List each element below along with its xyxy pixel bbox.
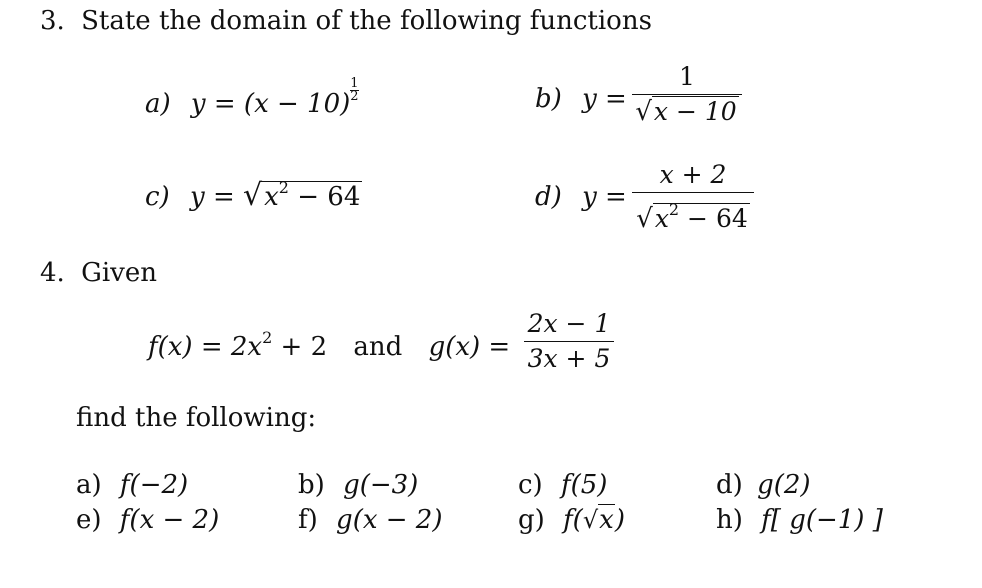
- q3-heading: [40, 6, 652, 36]
- q4-item-d: d) g(2): [716, 470, 811, 500]
- q3-b-numerator: 1: [679, 62, 695, 91]
- q3-item-a: [145, 78, 359, 119]
- q3-d-fraction-bar: [632, 192, 754, 193]
- q3-c-lhs: y =: [189, 182, 235, 212]
- q3-c-label: c): [145, 182, 170, 212]
- find-instruction: find the following:: [76, 403, 317, 433]
- q3-number: 3.: [40, 6, 65, 36]
- q4-item-e: e) f(x − 2): [76, 505, 220, 535]
- q3-d-label: d): [535, 182, 562, 212]
- g-lhs: g(x) =: [428, 332, 511, 362]
- g-denominator: 3x + 5: [527, 344, 611, 373]
- q3-a-exp-num: 1: [350, 76, 359, 91]
- q4-item-a: a) f(−2): [76, 470, 189, 500]
- q4-item-b: b) g(−3): [298, 470, 419, 500]
- q3-d-lhs: y =: [582, 182, 627, 212]
- q3-d-denominator: $√x^2 - 64$: [636, 200, 748, 234]
- and-word: and: [353, 332, 403, 362]
- q4-heading: [40, 258, 157, 288]
- q3-a-exponent: [350, 78, 358, 103]
- q4-definitions: [148, 328, 510, 362]
- q4-item-h: h) f[ g(−1) ]: [716, 505, 883, 535]
- q3-b-fraction-bar: [632, 94, 742, 95]
- f-rest: + 2: [272, 332, 328, 362]
- q3-item-d: [535, 182, 627, 212]
- sqrt-icon: √: [582, 506, 599, 534]
- g-fraction-bar: [524, 341, 614, 342]
- q4-item-f: f) g(x − 2): [298, 505, 443, 535]
- sqrt-icon: √: [243, 178, 263, 213]
- q4-item-c: c) f(5): [518, 470, 608, 500]
- q4-number: 4.: [40, 258, 65, 288]
- q3-a-exp-den: 2: [350, 89, 359, 104]
- f-definition: f(x) = 2x: [148, 332, 263, 362]
- q4-item-g: g) f(√x): [518, 505, 625, 535]
- q3-d-numerator: x + 2: [659, 160, 727, 189]
- q3-d-fraction: [632, 160, 754, 234]
- g-numerator: 2x − 1: [527, 309, 611, 338]
- q3-b-denominator: √x − 10: [635, 97, 737, 127]
- q3-b-radicand: x − 10: [653, 97, 737, 126]
- f-exponent: 2: [262, 328, 273, 347]
- q4-title: Given: [81, 258, 157, 288]
- q3-a-expr: y = (x − 10): [190, 89, 351, 119]
- q3-item-b: [535, 84, 627, 114]
- q3-b-fraction: [632, 62, 742, 127]
- g-fraction: [524, 309, 614, 374]
- q3-title: State the domain of the following functions: [81, 6, 652, 36]
- q3-item-c: [145, 178, 362, 213]
- q3-b-lhs: y =: [582, 84, 627, 114]
- q3-c-radicand: $x^2 - 64$: [264, 178, 361, 212]
- q3-b-label: b): [535, 84, 562, 114]
- q3-a-label: a): [145, 89, 171, 119]
